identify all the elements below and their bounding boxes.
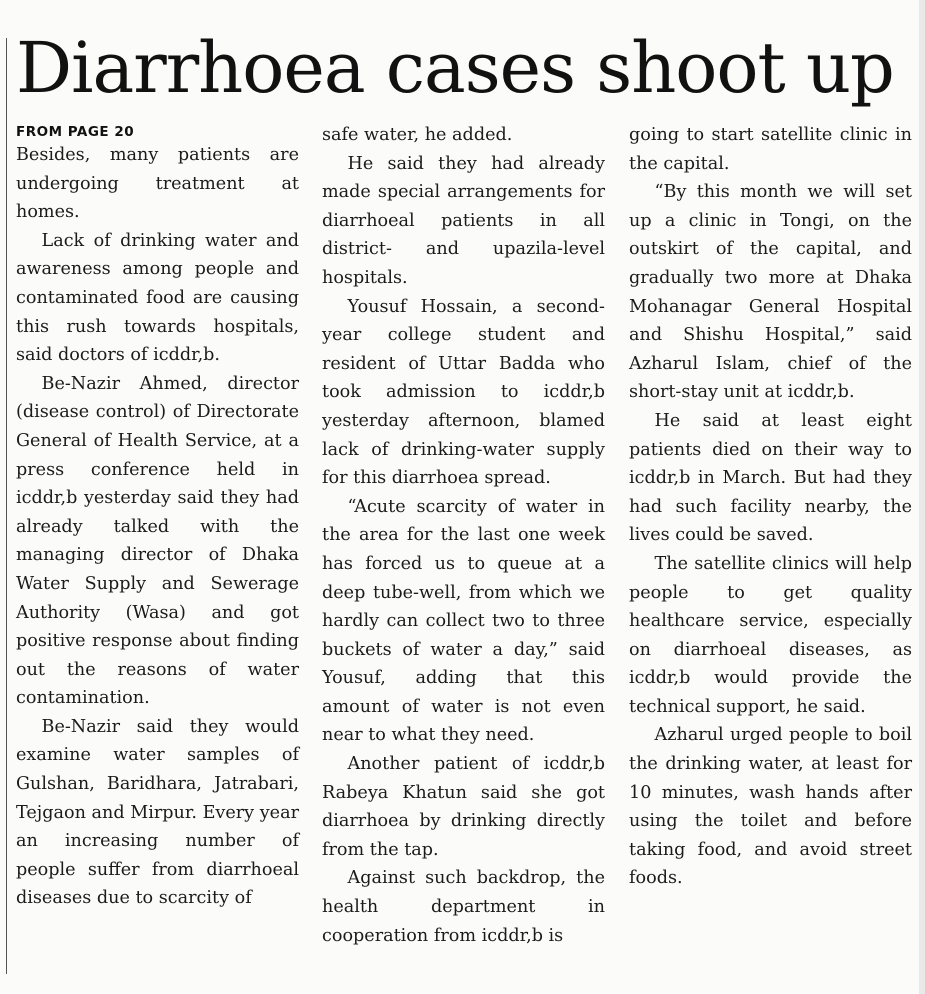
paragraph: Besides, many patients are undergoing treatment at homes. <box>16 145 299 223</box>
paragraph: Be-Nazir Ahmed, director (disease control) of Directorate General of Health Service, at a press conference held in icddr,b yesterday said they had already talked with the managing director of Dhaka Water Supply and Sewerage Authority (Wasa) and got positive response about finding out the reasons of water contamination. <box>16 373 299 709</box>
paragraph: Another patient of icddr,b Rabeya Khatun said she got diarrhoea by drinking directly from the tap. <box>322 754 605 860</box>
paragraph: Yousuf Hossain, a second-year college student and resident of Uttar Badda who took admission to icddr,b yesterday afternoon, blamed lack of drinking-water supply for this diarrhoea spread. <box>322 296 605 489</box>
headline: Diarrhoea cases shoot up <box>16 27 894 109</box>
paragraph: going to start satellite clinic in the capital. <box>629 125 912 174</box>
article-column-3 <box>629 121 912 893</box>
paragraph: Be-Nazir said they would examine water samples of Gulshan, Baridhara, Jatrabari, Tejgaon and Mirpur. Every year an increasing number of people suffer from diarrhoeal diseases due to scarcity of <box>16 716 299 909</box>
paragraph: Lack of drinking water and awareness among people and contaminated food are causing this rush towards hospitals, said doctors of icddr,b. <box>16 230 299 366</box>
article-column-1 <box>16 123 299 913</box>
article-column-2 <box>322 121 605 950</box>
paragraph: He said at least eight patients died on their way to icddr,b in March. But had they had such facility nearby, the lives could be saved. <box>629 410 912 546</box>
column-rule <box>6 38 7 974</box>
paragraph: The satellite clinics will help people to get quality healthcare service, especially on diarrhoeal diseases, as icddr,b would provide the technical support, he said. <box>629 553 912 717</box>
paragraph: Against such backdrop, the health department in cooperation from icddr,b is <box>322 868 605 946</box>
paragraph: “Acute scarcity of water in the area for the last one week has forced us to queue at a deep tube-well, from which we hardly can collect two to three buckets of water a day,” said Yousuf, adding that this amount of water is not even near to what they need. <box>322 496 605 746</box>
paragraph: “By this month we will set up a clinic in Tongi, on the outskirt of the capital, and gradually two more at Dhaka Mohanagar General Hospital and Shishu Hospital,” said Azharul Islam, chief of the short-stay unit at icddr,b. <box>629 182 912 403</box>
paragraph: Azharul urged people to boil the drinking water, at least for 10 minutes, wash hands after using the toilet and before taking food, and avoid street foods. <box>629 725 912 889</box>
paragraph: He said they had already made special arrangements for diarrhoeal patients in all district- and upazila-level hospitals. <box>322 153 605 288</box>
page-edge <box>919 0 925 994</box>
continued-from-label: FROM PAGE 20 <box>16 124 135 140</box>
paragraph: safe water, he added. <box>322 125 513 145</box>
